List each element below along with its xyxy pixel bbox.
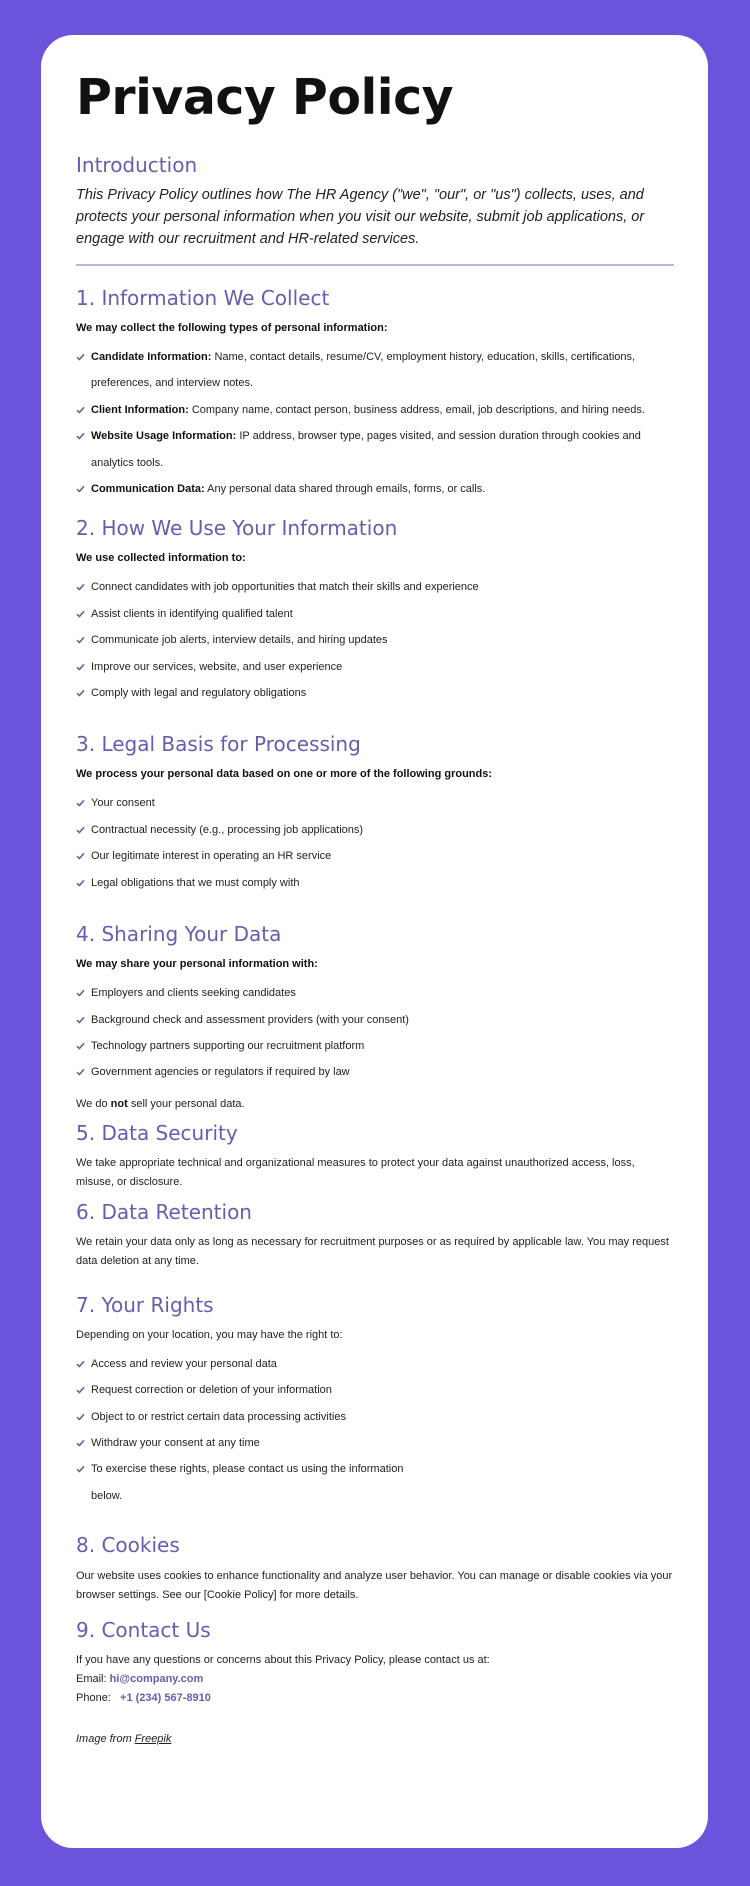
check-icon <box>76 1016 85 1024</box>
list-item <box>76 476 673 502</box>
list-item <box>76 1430 673 1456</box>
check-icon <box>76 636 85 644</box>
list-item <box>76 680 673 706</box>
credit-prefix: Image from <box>76 1733 135 1746</box>
item-text: Comply with legal and regulatory obligations <box>91 687 307 700</box>
item-text: Connect candidates with job opportunities that match their skills and experience <box>91 581 479 594</box>
section-lead: We process your personal data based on one or more of the following grounds: <box>76 768 493 781</box>
item-text: Employers and clients seeking candidates <box>91 987 296 1000</box>
item-text: Our legitimate interest in operating an HR service <box>91 850 332 863</box>
check-icon <box>76 989 85 997</box>
check-icon <box>76 610 85 618</box>
section-cookies <box>76 1533 673 1605</box>
check-icon <box>76 852 85 860</box>
item-text: Company name, contact person, business address, email, job descriptions, and hiring needs. <box>188 403 645 416</box>
check-icon <box>76 799 85 807</box>
section-lead: We may share your personal information with: <box>76 958 318 971</box>
section-heading: 8. Cookies <box>76 1533 180 1558</box>
list-item <box>76 423 673 476</box>
intro-heading: Introduction <box>76 153 198 177</box>
check-icon <box>76 879 85 887</box>
item-text: Contractual necessity (e.g., processing job applications) <box>91 823 364 836</box>
item-label: Client Information: <box>91 403 189 416</box>
note-text: sell your personal data. <box>127 1097 245 1110</box>
item-text: Improve our services, website, and user experience <box>91 660 343 673</box>
section-your-rights <box>76 1293 673 1509</box>
item-label: Candidate Information: <box>91 351 212 363</box>
checklist <box>76 980 673 1086</box>
checklist <box>76 574 673 706</box>
check-icon <box>76 432 85 440</box>
list-item <box>76 980 673 1006</box>
list-item <box>76 1351 673 1377</box>
contact-phone-line <box>76 1689 673 1708</box>
email-label: Email: <box>76 1673 110 1686</box>
policy-card <box>41 35 708 1848</box>
list-item <box>76 1059 673 1085</box>
email-link[interactable]: hi@company.com <box>109 1673 204 1686</box>
section-heading: 1. Information We Collect <box>76 286 330 310</box>
check-icon <box>76 1465 85 1473</box>
section-text: If you have any questions or concerns about this Privacy Policy, please contact us at: <box>76 1654 490 1667</box>
section-heading: 4. Sharing Your Data <box>76 922 282 947</box>
list-item <box>76 601 673 627</box>
list-item <box>76 817 673 843</box>
item-text: Access and review your personal data <box>91 1357 277 1370</box>
check-icon <box>76 406 85 414</box>
list-item <box>76 574 673 600</box>
check-icon <box>76 1439 85 1447</box>
list-item <box>76 843 673 869</box>
section-legal-basis <box>76 732 673 896</box>
item-text: Name, contact details, resume/CV, employment history, education, skills, certifications, preferences, and interview notes. <box>91 351 636 390</box>
list-item <box>76 790 673 816</box>
item-label: Website Usage Information: <box>91 430 237 443</box>
no-sell-note <box>76 1095 673 1114</box>
check-icon <box>76 1042 85 1050</box>
item-text: Request correction or deletion of your information <box>91 1384 332 1397</box>
item-text: Any personal data shared through emails, forms, or calls. <box>204 483 486 496</box>
freepik-link[interactable]: Freepik <box>134 1733 172 1746</box>
section-sharing-data <box>76 922 673 1114</box>
item-text: Government agencies or regulators if required by law <box>91 1066 350 1079</box>
item-text: Background check and assessment providers (with your consent) <box>91 1013 409 1026</box>
list-item <box>76 1007 673 1033</box>
section-heading: 9. Contact Us <box>76 1618 211 1643</box>
phone-link[interactable]: +1 (234) 567-8910 <box>120 1692 211 1705</box>
check-icon <box>76 583 85 591</box>
item-text: Object to or restrict certain data processing activities <box>91 1410 346 1423</box>
contact-email-line <box>76 1670 673 1689</box>
check-icon <box>76 353 85 361</box>
item-text: Assist clients in identifying qualified talent <box>91 607 293 620</box>
section-how-we-use <box>76 516 673 706</box>
list-item <box>76 397 673 423</box>
section-contact-us <box>76 1618 673 1708</box>
section-lead: We use collected information to: <box>76 552 246 565</box>
checklist <box>76 1351 673 1509</box>
list-item <box>76 654 673 680</box>
section-heading: 3. Legal Basis for Processing <box>76 732 361 757</box>
item-text: Withdraw your consent at any time <box>91 1436 260 1449</box>
phone-label: Phone: <box>76 1692 111 1705</box>
item-text: Technology partners supporting our recruitment platform <box>91 1039 365 1052</box>
item-text: Communicate job alerts, interview details, and hiring updates <box>91 634 388 647</box>
check-icon <box>76 1068 85 1076</box>
section-heading: 5. Data Security <box>76 1120 238 1145</box>
note-text: We do <box>76 1097 111 1110</box>
list-item <box>76 1456 426 1509</box>
check-icon <box>76 1413 85 1421</box>
intro-text: This Privacy Policy outlines how The HR Agency ("we", "our", or "us") collects, uses, and protects your personal information when you visit our website, submit job applications, or engage with our recruitment and HR-related services. <box>76 187 645 247</box>
item-text: Legal obligations that we must comply with <box>91 876 300 889</box>
list-item <box>76 1377 673 1403</box>
check-icon <box>76 1360 85 1368</box>
check-icon <box>76 663 85 671</box>
item-text: To exercise these rights, please contact us using the information below. <box>91 1463 404 1502</box>
section-text: We take appropriate technical and organizational measures to protect your data against unauthorized access, loss, misuse, or disclosure. <box>76 1156 635 1188</box>
section-lead: Depending on your location, you may have the right to: <box>76 1328 343 1341</box>
page-title: Privacy Policy <box>76 69 454 126</box>
section-data-security <box>76 1121 673 1192</box>
item-text: Your consent <box>91 797 155 810</box>
section-information-we-collect <box>76 286 673 502</box>
check-icon <box>76 689 85 697</box>
checklist <box>76 790 673 896</box>
checklist <box>76 344 673 502</box>
check-icon <box>76 1386 85 1394</box>
image-credit <box>76 1733 673 1745</box>
section-lead: We may collect the following types of personal information: <box>76 322 388 334</box>
section-data-retention <box>76 1200 673 1271</box>
section-heading: 2. How We Use Your Information <box>76 516 398 541</box>
note-emphasis: not <box>110 1097 128 1110</box>
list-item <box>76 1033 673 1059</box>
item-label: Communication Data: <box>91 483 205 496</box>
item-text: IP address, browser type, pages visited, and session duration through cookies and analytics tools. <box>91 430 641 469</box>
list-item <box>76 1404 673 1430</box>
section-text: Our website uses cookies to enhance functionality and analyze user behavior. You can manage or disable cookies via your browser settings. See our [Cookie Policy] for more details. <box>76 1570 673 1602</box>
section-heading: 7. Your Rights <box>76 1292 214 1317</box>
list-item <box>76 870 673 896</box>
list-item <box>76 344 673 397</box>
divider <box>76 264 674 266</box>
check-icon <box>76 485 85 493</box>
check-icon <box>76 826 85 834</box>
list-item <box>76 627 673 653</box>
section-text: We retain your data only as long as necessary for recruitment purposes or as required by applicable law. You may request data deletion at any time. <box>76 1235 669 1267</box>
section-heading: 6. Data Retention <box>76 1199 252 1224</box>
